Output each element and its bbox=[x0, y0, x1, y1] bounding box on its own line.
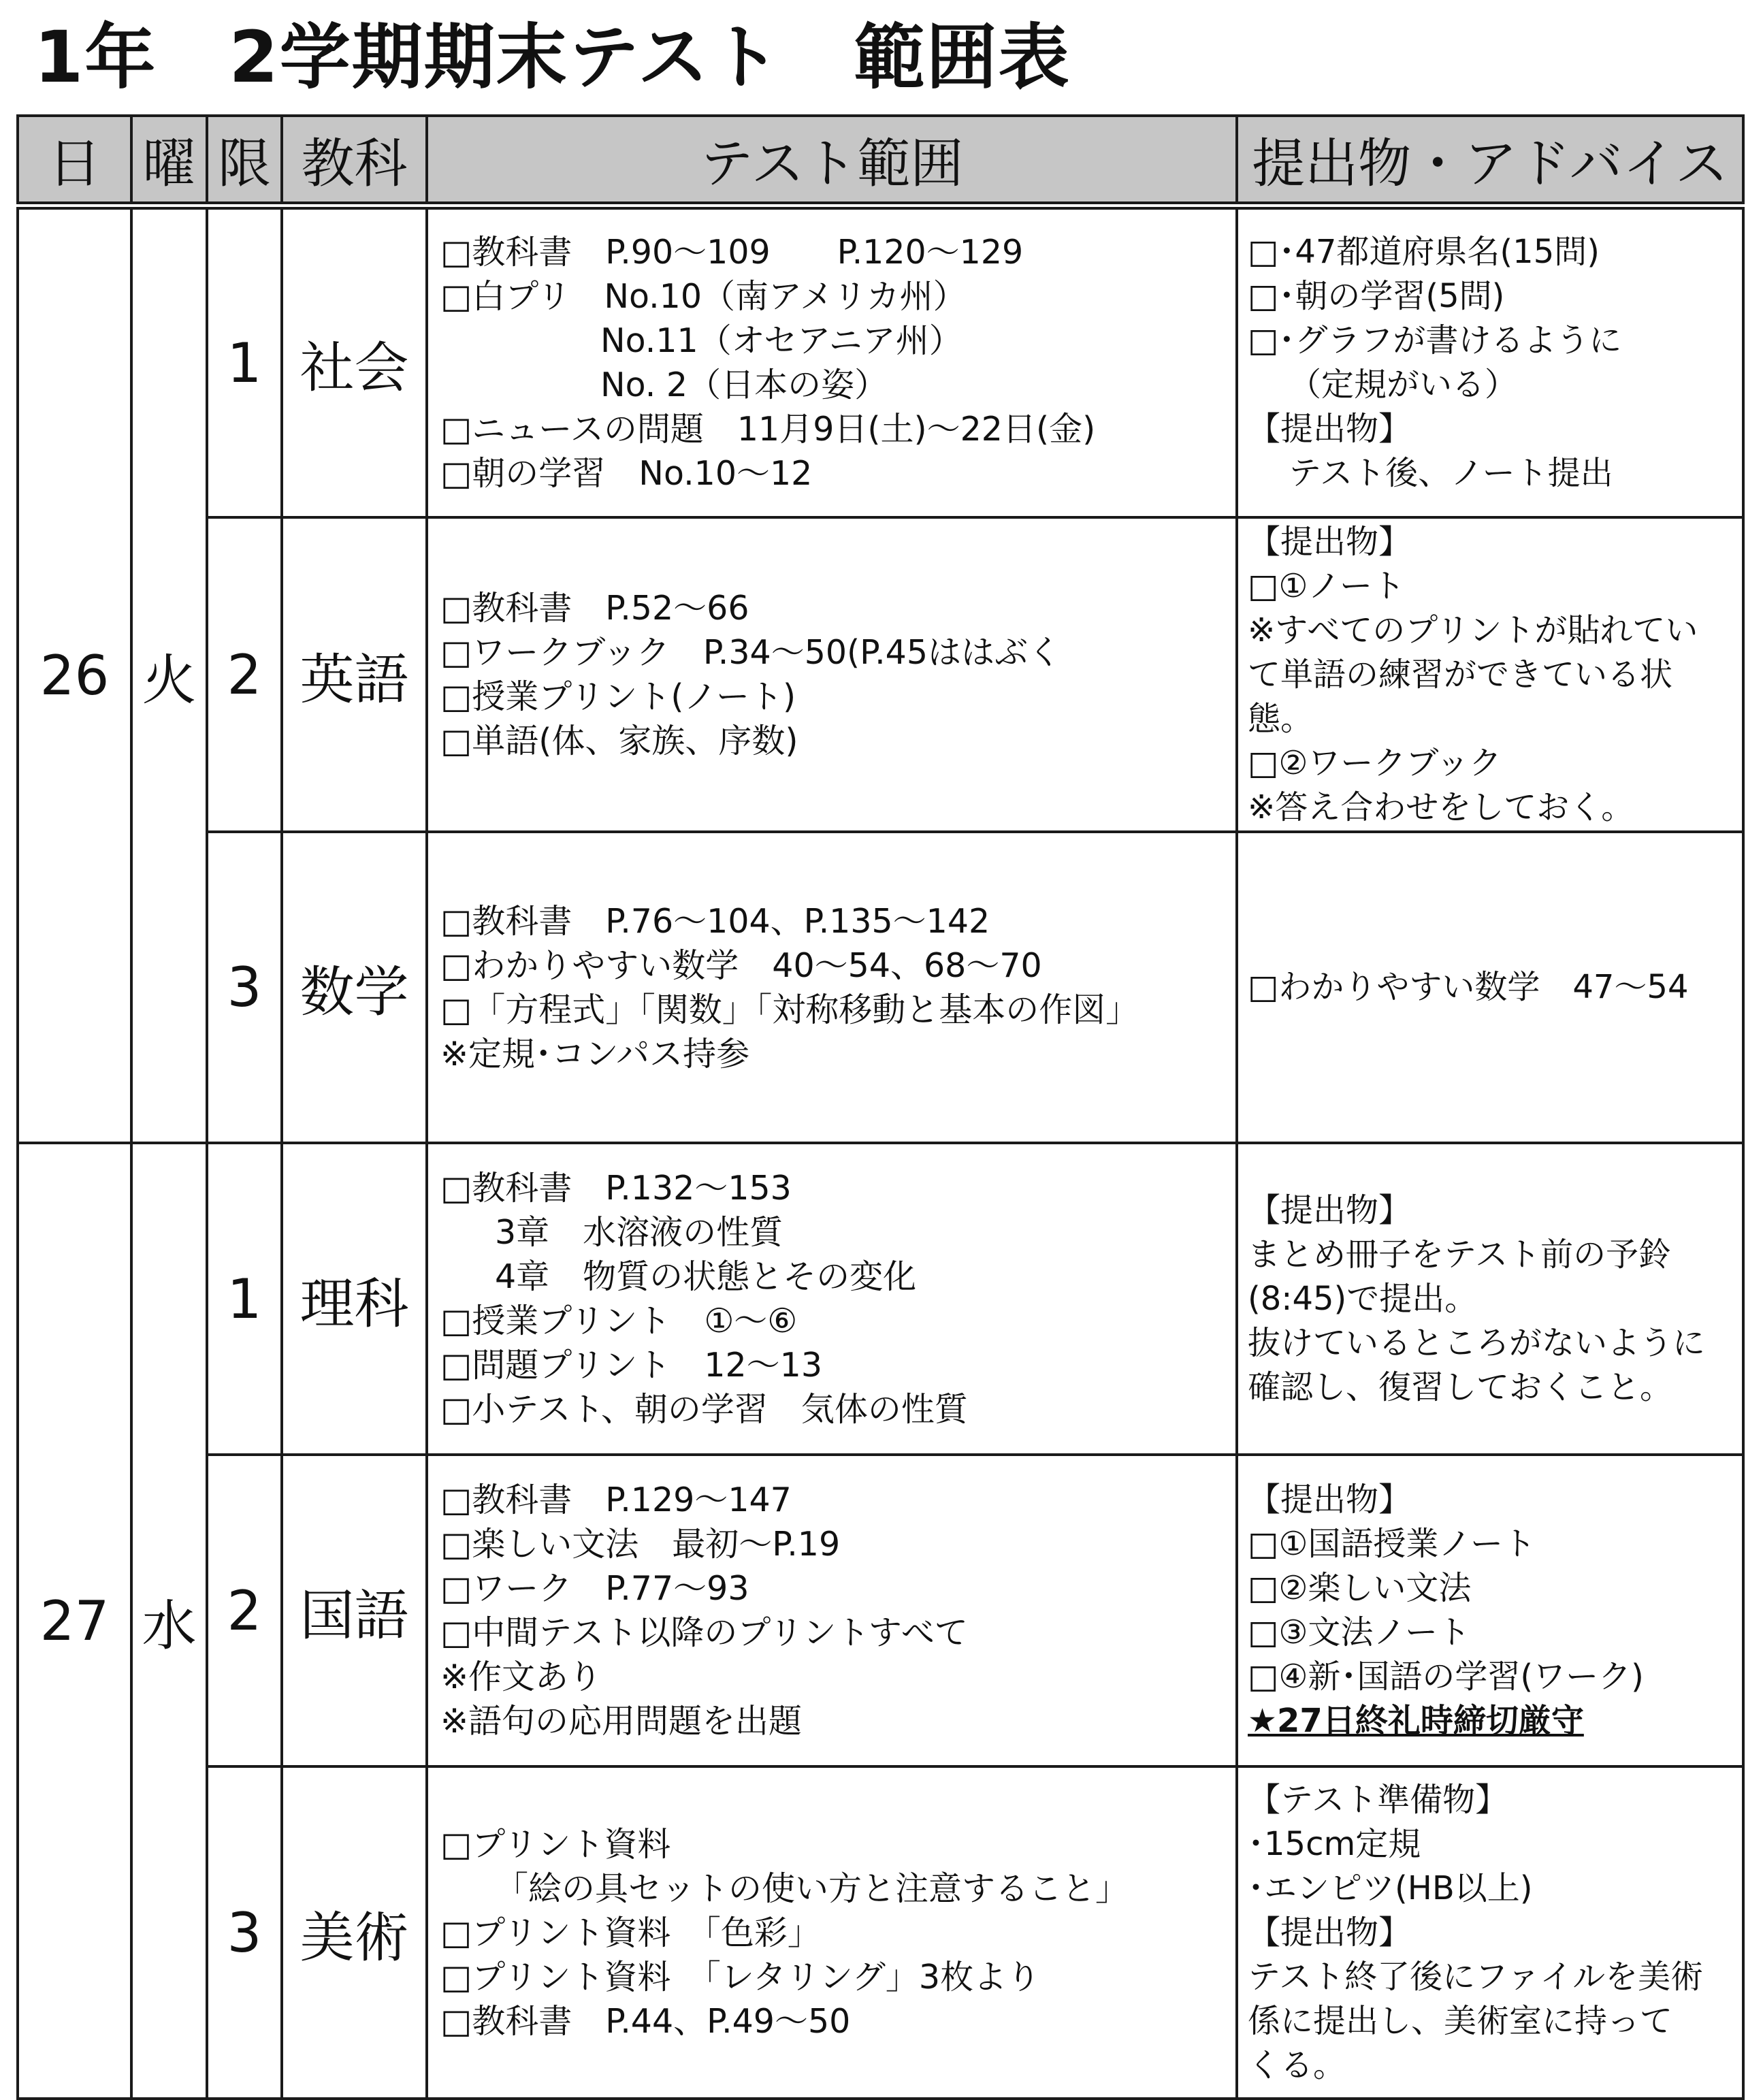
advice-cell bbox=[1237, 517, 1743, 832]
advice-line: 態。 bbox=[1248, 699, 1314, 738]
advice-cell bbox=[1237, 1455, 1743, 1766]
advice-line: テスト後、ノート提出 bbox=[1289, 454, 1613, 492]
advice-line: 【提出物】 bbox=[1248, 522, 1412, 561]
advice-line: □②楽しい文法 bbox=[1248, 1569, 1472, 1607]
advice-line: て単語の練習ができている状 bbox=[1248, 655, 1673, 694]
advice-line: (8:45)で提出。 bbox=[1248, 1279, 1478, 1318]
header-advice: 提出物・アドバイス bbox=[1237, 116, 1743, 206]
range-line: 4章 物質の状態とその変化 bbox=[495, 1257, 917, 1296]
day-26-group bbox=[18, 206, 1743, 1143]
day-27-group bbox=[18, 1143, 1743, 2099]
weekday-cell: 水 bbox=[131, 1143, 207, 2099]
header-row bbox=[18, 116, 1743, 206]
range-line: □教科書 P.44、P.49～50 bbox=[440, 2001, 851, 2041]
advice-line: （定規がいる） bbox=[1289, 366, 1518, 404]
table-row bbox=[18, 1143, 1743, 1455]
range-line: □ワーク P.77～93 bbox=[440, 1569, 749, 1608]
range-line: □プリント資料 「色彩」 bbox=[440, 1913, 821, 1952]
advice-line: 【提出物】 bbox=[1248, 410, 1412, 448]
range-line: □プリント資料 bbox=[440, 1824, 671, 1864]
advice-line: □④新･国語の学習(ワーク) bbox=[1248, 1658, 1644, 1696]
header-day: 日 bbox=[18, 116, 131, 206]
advice-line: 【提出物】 bbox=[1248, 1481, 1412, 1519]
table-row bbox=[18, 1455, 1743, 1766]
period-cell: 2 bbox=[207, 1455, 282, 1766]
range-line: □朝の学習 No.10～12 bbox=[440, 454, 813, 493]
advice-line: □①ノート bbox=[1248, 566, 1405, 605]
deadline-note: ★27日終礼時締切厳守 bbox=[1248, 1702, 1584, 1740]
range-line: No.11（オセアニア州） bbox=[600, 321, 963, 360]
page-title: 1年 2学期期末テスト 範囲表 bbox=[34, 16, 1071, 99]
range-line: □教科書 P.90～109 P.120～129 bbox=[440, 233, 1024, 272]
advice-line: □③文法ノート bbox=[1248, 1613, 1470, 1651]
advice-line: □･47都道府県名(15問) bbox=[1248, 233, 1600, 271]
header-range: テスト範囲 bbox=[427, 116, 1237, 206]
subject-cell: 社会 bbox=[282, 206, 427, 517]
advice-line: ※すべてのプリントが貼れてい bbox=[1248, 611, 1698, 649]
advice-line: ･エンピツ(HB以上) bbox=[1248, 1869, 1533, 1907]
advice-line: くる。 bbox=[1248, 2046, 1346, 2084]
range-line: □教科書 P.129～147 bbox=[440, 1481, 792, 1519]
range-cell bbox=[427, 517, 1237, 832]
period-cell: 3 bbox=[207, 832, 282, 1143]
range-line: □楽しい文法 最初～P.19 bbox=[440, 1525, 841, 1564]
range-line: □授業プリント ①～⑥ bbox=[440, 1302, 798, 1340]
range-line: □単語(体、家族、序数) bbox=[440, 722, 798, 760]
table-row bbox=[18, 1766, 1743, 2099]
range-line: □中間テスト以降のプリントすべて bbox=[440, 1613, 968, 1652]
advice-line: まとめ冊子をテスト前の予鈴 bbox=[1248, 1235, 1672, 1274]
advice-cell bbox=[1237, 1766, 1743, 2099]
range-line: □問題プリント 12～13 bbox=[440, 1346, 823, 1385]
weekday-cell: 火 bbox=[131, 206, 207, 1143]
advice-line: ※答え合わせをしておく。 bbox=[1248, 788, 1634, 826]
table-row bbox=[18, 832, 1743, 1143]
day-cell: 27 bbox=[18, 1143, 131, 2099]
advice-line: □わかりやすい数学 47～54 bbox=[1248, 968, 1689, 1006]
period-cell: 1 bbox=[207, 206, 282, 517]
advice-cell bbox=[1237, 832, 1743, 1143]
period-cell: 3 bbox=[207, 1766, 282, 2099]
advice-cell bbox=[1237, 206, 1743, 517]
advice-line: テスト終了後にファイルを美術 bbox=[1248, 1957, 1704, 1996]
range-cell bbox=[427, 832, 1237, 1143]
range-line: □わかりやすい数学 40～54、68～70 bbox=[440, 946, 1042, 985]
advice-line: 確認し、復習しておくこと。 bbox=[1248, 1368, 1673, 1406]
range-line: □教科書 P.132～153 bbox=[440, 1169, 792, 1208]
advice-line: □･グラフが書けるように bbox=[1248, 321, 1622, 359]
table-row bbox=[18, 517, 1743, 832]
range-line: 3章 水溶液の性質 bbox=[495, 1213, 783, 1252]
advice-cell bbox=[1237, 1143, 1743, 1455]
advice-line: □①国語授業ノート bbox=[1248, 1525, 1536, 1563]
range-line: □「方程式」「関数」「対称移動と基本の作図」 bbox=[440, 990, 1139, 1029]
range-cell bbox=[427, 206, 1237, 517]
advice-line: 【提出物】 bbox=[1248, 1913, 1412, 1952]
subject-cell: 理科 bbox=[282, 1143, 427, 1455]
range-line: □ニュースの問題 11月9日(土)～22日(金) bbox=[440, 410, 1096, 449]
range-line: 「絵の具セットの使い方と注意すること」 bbox=[495, 1869, 1129, 1908]
table-row bbox=[18, 206, 1743, 517]
advice-line: □･朝の学習(5問) bbox=[1248, 277, 1505, 315]
header-subject: 教科 bbox=[282, 116, 427, 206]
subject-cell: 数学 bbox=[282, 832, 427, 1143]
exam-range-table bbox=[16, 114, 1745, 2100]
range-cell bbox=[427, 1143, 1237, 1455]
period-cell: 2 bbox=[207, 517, 282, 832]
range-line: □プリント資料 「レタリング」3枚より bbox=[440, 1957, 1041, 1997]
subject-cell: 英語 bbox=[282, 517, 427, 832]
advice-line: 係に提出し、美術室に持って bbox=[1248, 2001, 1673, 2040]
range-line: □小テスト、朝の学習 気体の性質 bbox=[440, 1390, 968, 1429]
advice-line: 【提出物】 bbox=[1248, 1191, 1412, 1229]
range-line: □白プリ No.10（南アメリカ州） bbox=[440, 277, 967, 316]
subject-cell: 美術 bbox=[282, 1766, 427, 2099]
range-line: ※語句の応用問題を出題 bbox=[440, 1702, 803, 1741]
range-line: ※作文あり bbox=[440, 1658, 602, 1696]
range-line: □授業プリント(ノート) bbox=[440, 677, 796, 716]
period-cell: 1 bbox=[207, 1143, 282, 1455]
range-line: □教科書 P.52～66 bbox=[440, 589, 749, 628]
range-line: No. 2（日本の姿） bbox=[600, 366, 888, 404]
header-weekday: 曜 bbox=[131, 116, 207, 206]
advice-line: 抜けているところがないように bbox=[1248, 1323, 1706, 1362]
header-period: 限 bbox=[207, 116, 282, 206]
range-line: □ワークブック P.34～50(P.45ははぶく bbox=[440, 633, 1062, 672]
advice-line: ･15cm定規 bbox=[1248, 1824, 1421, 1863]
range-line: □教科書 P.76～104、P.135～142 bbox=[440, 901, 990, 941]
advice-line: 【テスト準備物】 bbox=[1248, 1780, 1508, 1819]
day-cell: 26 bbox=[18, 206, 131, 1143]
range-cell bbox=[427, 1455, 1237, 1766]
range-line: ※定規･コンパス持参 bbox=[440, 1034, 750, 1073]
range-cell bbox=[427, 1766, 1237, 2099]
advice-line: □②ワークブック bbox=[1248, 743, 1502, 782]
subject-cell: 国語 bbox=[282, 1455, 427, 1766]
